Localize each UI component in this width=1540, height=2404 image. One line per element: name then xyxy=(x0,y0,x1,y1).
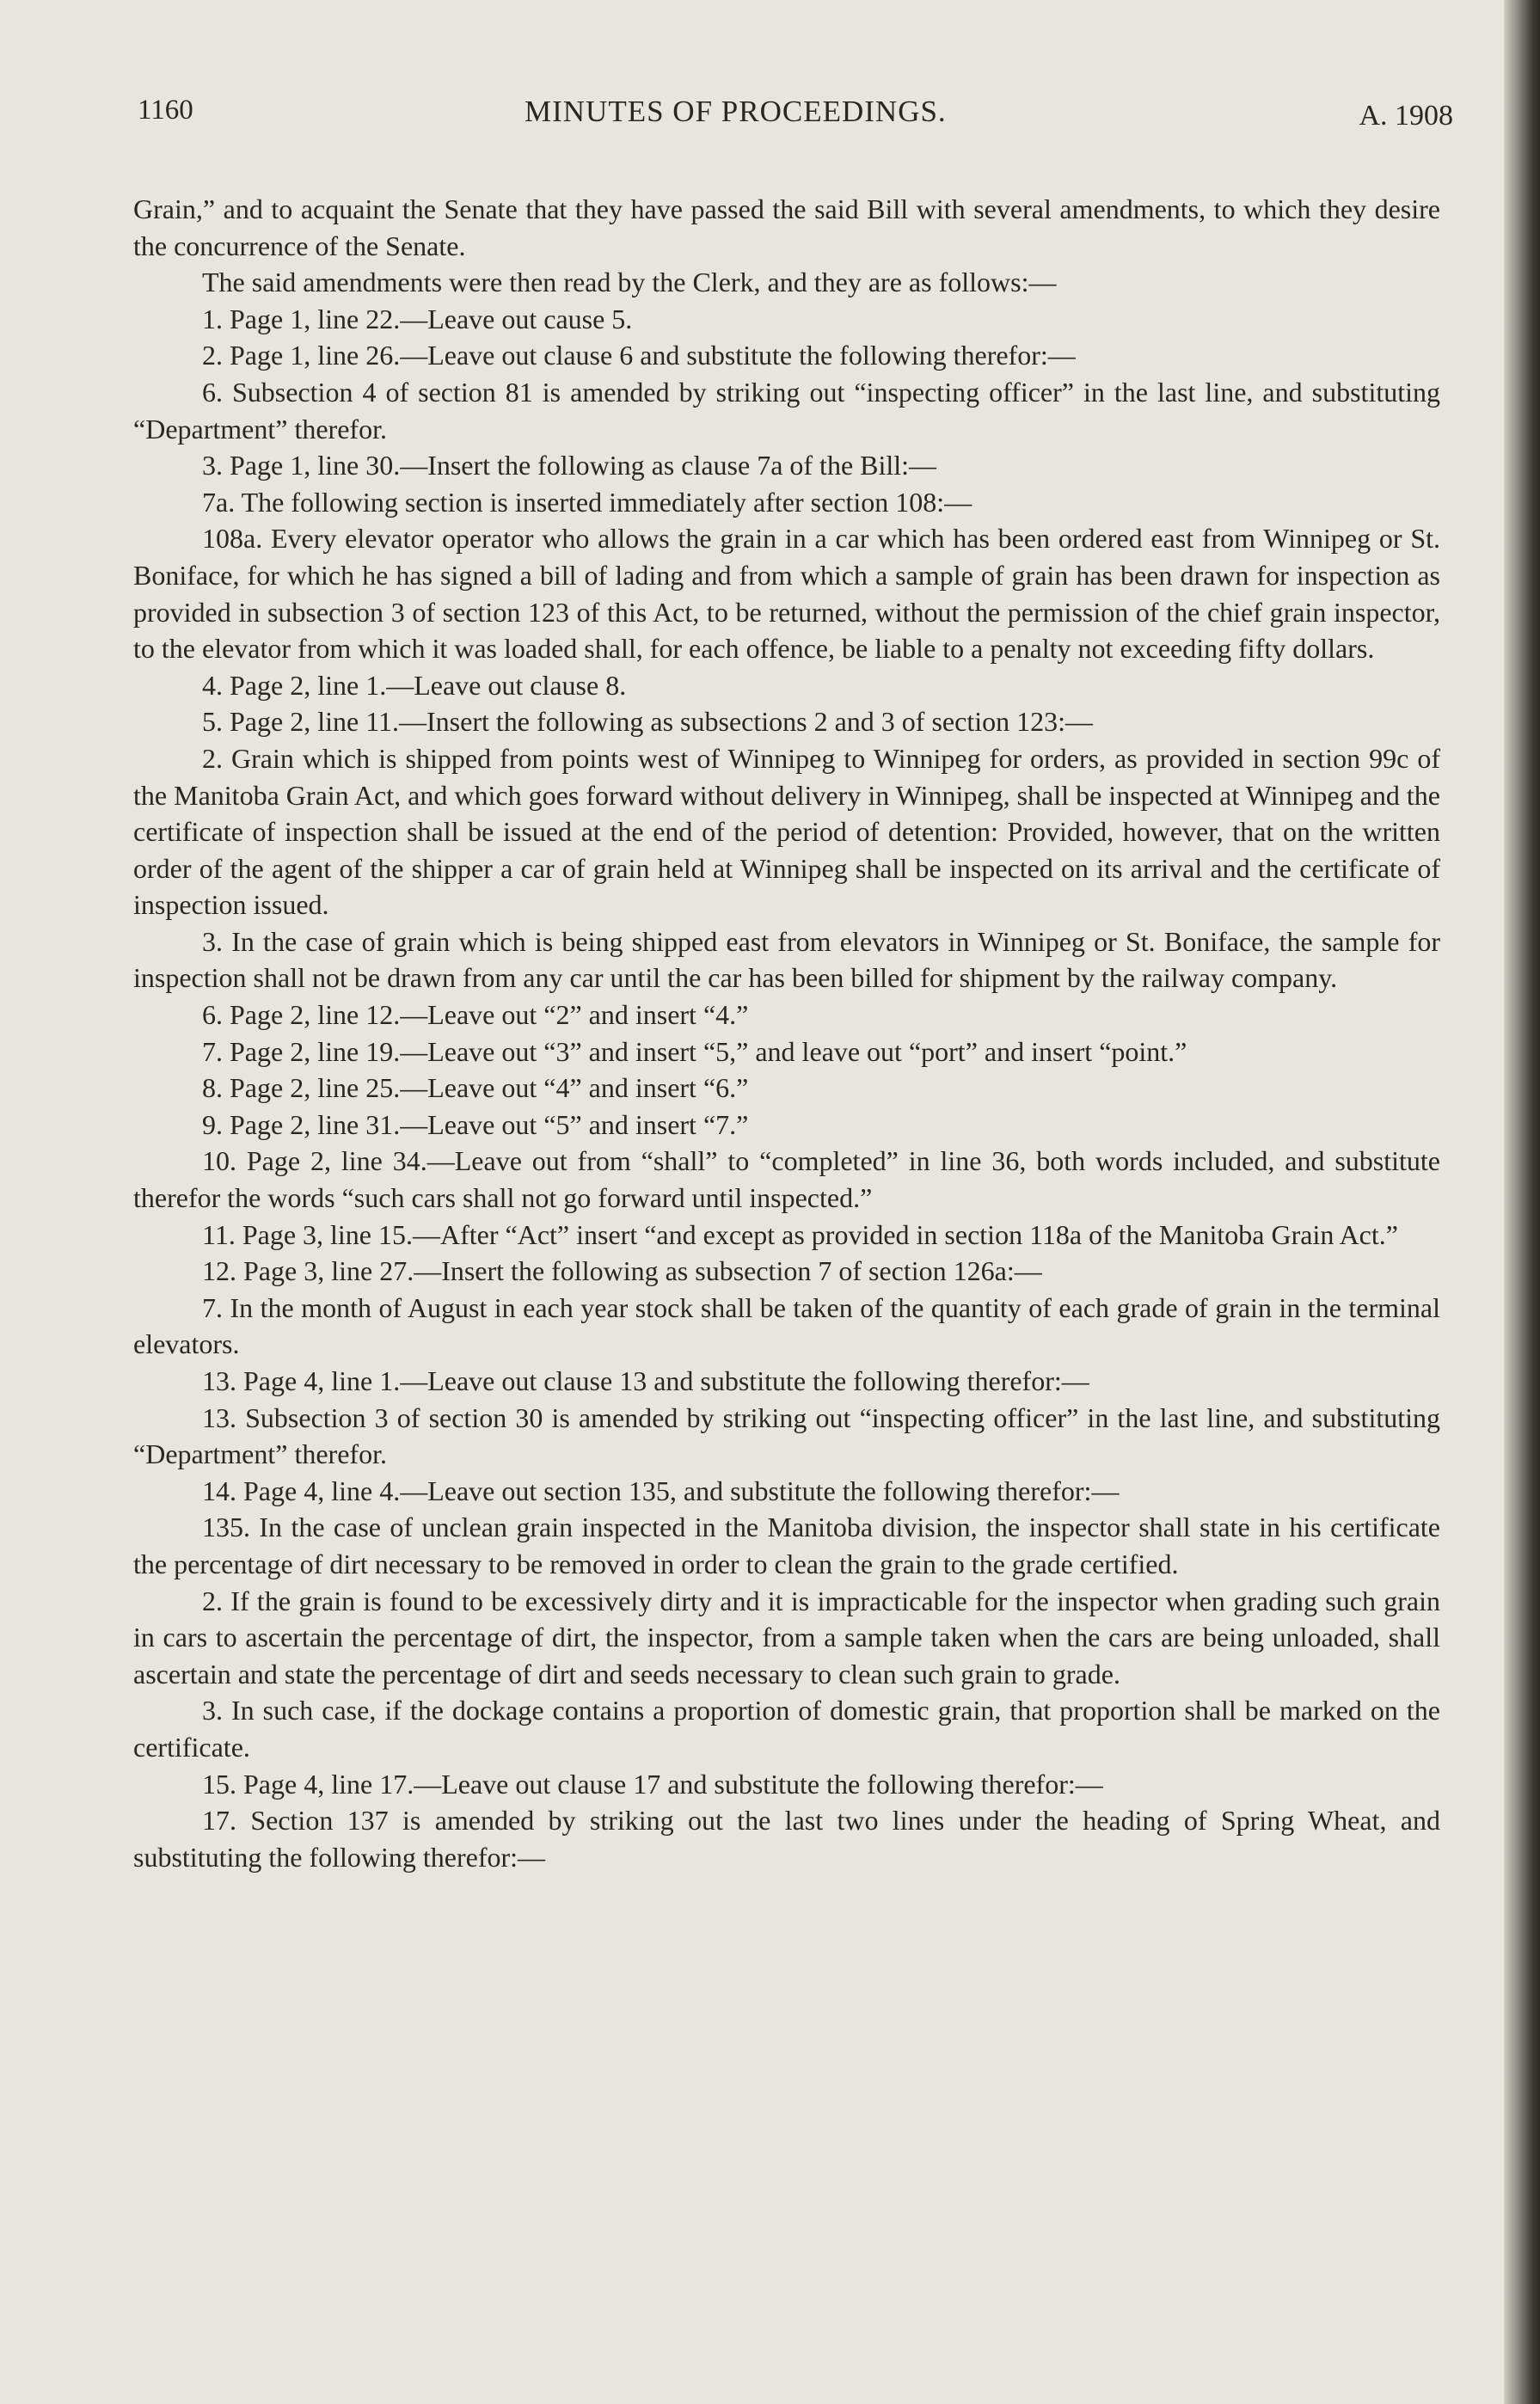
page-header xyxy=(138,95,1453,138)
paragraph: 11. Page 3, line 15.—After “Act” insert “and except as provided in section 118a of the Manitoba Grain Act.” xyxy=(202,1218,1398,1250)
paragraph: 12. Page 3, line 27.—Insert the following as subsection 7 of section 126a:— xyxy=(202,1255,1042,1287)
paragraph: 7. In the month of August in each year stock shall be taken of the quantity of each grade of grain in the terminal elevators. xyxy=(133,1291,1440,1360)
paragraph: 13. Subsection 3 of section 30 is amended by striking out “inspecting officer” in the last line, and substituting “Department” therefor. xyxy=(133,1401,1440,1470)
paragraph: 5. Page 2, line 11.—Insert the following as subsections 2 and 3 of section 123:— xyxy=(202,706,1093,738)
paragraph: 4. Page 2, line 1.—Leave out clause 8. xyxy=(202,669,627,701)
paragraph: 7. Page 2, line 19.—Leave out “3” and insert “5,” and leave out “port” and insert “point.” xyxy=(202,1035,1187,1067)
paragraph: 108a. Every elevator operator who allows the grain in a car which has been ordered east from Winnipeg or St. Boniface, for which he has signed a bill of lading and from which a sample of grain has been drawn for inspection as provided in subsection 3 of section 123 of this Act, to be returned, without the permission of the chief grain inspector, to the elevator from which it was loaded shall, for each offence, be liable to a penalty not exceeding fifty dollars. xyxy=(133,523,1440,665)
year-label: A. 1908 xyxy=(1359,100,1453,132)
paragraph: 13. Page 4, line 1.—Leave out clause 13 and substitute the following therefor:— xyxy=(202,1365,1089,1396)
paragraph: 2. Page 1, line 26.—Leave out clause 6 and substitute the following therefor:— xyxy=(202,340,1076,371)
paragraph: 8. Page 2, line 25.—Leave out “4” and insert “6.” xyxy=(202,1072,749,1104)
paragraph: 6. Page 2, line 12.—Leave out “2” and insert “4.” xyxy=(202,999,749,1031)
paragraph: 10. Page 2, line 34.—Leave out from “shall” to “completed” in line 36, both words included, and substitute therefor the words “such cars shall not go forward until inspected.” xyxy=(133,1145,1440,1214)
paragraph: 17. Section 137 is amended by striking out the last two lines under the heading of Spring Wheat, and substituting the following therefor:— xyxy=(133,1805,1440,1873)
paragraph: 3. In the case of grain which is being shipped east from elevators in Winnipeg or St. Boniface, the sample for inspection shall not be drawn from any car until the car has been billed for shipment by the railway company. xyxy=(133,925,1440,994)
paragraph: 2. If the grain is found to be excessively dirty and it is impracticable for the inspector when grading such grain in cars to ascertain the percentage of dirt, the inspector, from a sample taken when the cars are being unloaded, shall ascertain and state the percentage of dirt and seeds necessary to clean such grain to grade. xyxy=(133,1585,1440,1690)
page-number: 1160 xyxy=(138,95,193,126)
running-title: MINUTES OF PROCEEDINGS. xyxy=(525,95,947,128)
paragraph: 6. Subsection 4 of section 81 is amended by striking out “inspecting officer” in the last line, and substituting “Department” therefor. xyxy=(133,376,1440,445)
paragraph: 2. Grain which is shipped from points west of Winnipeg to Winnipeg for orders, as provided in section 99c of the Manitoba Grain Act, and which goes forward without delivery in Winnipeg, shall be inspected at Winnipeg and the certificate of inspection shall be issued at the end of the period of detention: Provided, however, that on the written order of the agent of the shipper a car of grain held at Winnipeg shall be inspected on its arrival and the certificate of inspection issued. xyxy=(133,742,1440,921)
body-text xyxy=(133,191,1440,1875)
paragraph: 15. Page 4, line 17.—Leave out clause 17 and substitute the following therefor:— xyxy=(202,1768,1103,1800)
paragraph: 7a. The following section is inserted immediately after section 108:— xyxy=(202,486,972,518)
paragraph: 1. Page 1, line 22.—Leave out cause 5. xyxy=(202,303,633,334)
paragraph: The said amendments were then read by the Clerk, and they are as follows:— xyxy=(202,267,1057,298)
paragraph: Grain,” and to acquaint the Senate that they have passed the said Bill with several amendments, to which they desire the concurrence of the Senate. xyxy=(133,193,1440,261)
paragraph: 9. Page 2, line 31.—Leave out “5” and insert “7.” xyxy=(202,1108,749,1140)
paragraph: 3. Page 1, line 30.—Insert the following as clause 7a of the Bill:— xyxy=(202,450,937,481)
paragraph: 3. In such case, if the dockage contains a proportion of domestic grain, that proportion shall be marked on the certificate. xyxy=(133,1695,1440,1763)
book-spine-shadow xyxy=(1504,0,1540,2404)
paragraph: 135. In the case of unclean grain inspected in the Manitoba division, the inspector shall state in his certificate the percentage of dirt necessary to be removed in order to clean the grain to the grade certified. xyxy=(133,1512,1440,1579)
paragraph: 14. Page 4, line 4.—Leave out section 135, and substitute the following therefor:— xyxy=(202,1475,1120,1506)
